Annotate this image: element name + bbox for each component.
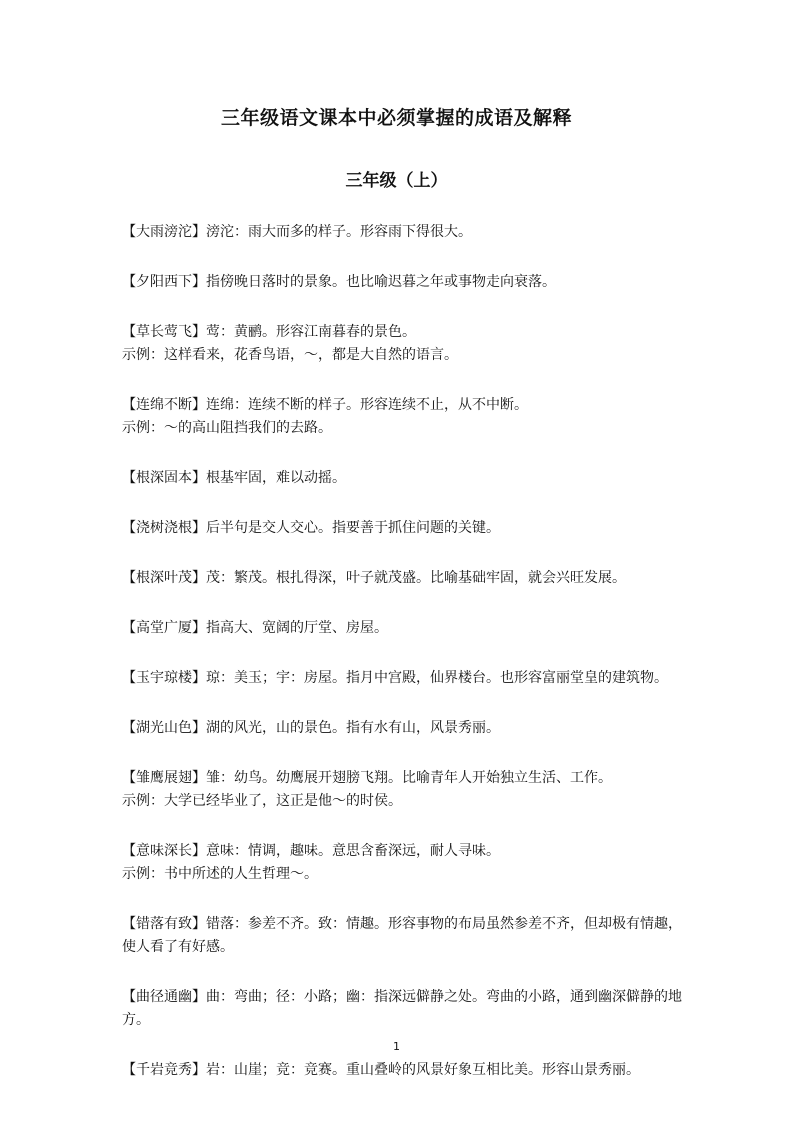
idiom-entry [122, 667, 682, 690]
idiom-definition: 意味：情调，趣味。意思含畜深远，耐人寻味。 [206, 843, 500, 859]
idiom-definition: 错落：参差不齐。致：情趣。形容事物的布局虽然参差不齐，但却极有情趣，使人看了有好感。 [122, 916, 682, 955]
document-title: 三年级语文课本中必须掌握的成语及解释 [220, 107, 572, 129]
idiom-example: 示例：大学已经毕业了，这正是他～的时侯。 [122, 793, 402, 809]
idiom-entry [122, 517, 682, 540]
idiom-definition: 连绵：连续不断的样子。形容连续不止，从不中断。 [206, 397, 528, 413]
idiom-definition: 岩：山崖；竞：竞赛。重山叠岭的风景好象互相比美。形容山景秀丽。 [206, 1062, 640, 1078]
idiom-definition: 曲：弯曲；径：小路；幽：指深远僻静之处。弯曲的小路，通到幽深僻静的地方。 [122, 989, 682, 1028]
page-number: 1 [393, 1040, 400, 1053]
idiom-term: 【千岩竞秀】 [122, 1062, 206, 1078]
idiom-definition: 莺：黄鹂。形容江南暮春的景色。 [206, 324, 416, 340]
idiom-term: 【曲径通幽】 [122, 989, 206, 1005]
idiom-definition: 滂沱：雨大而多的样子。形容雨下得很大。 [206, 224, 472, 240]
idiom-entry [122, 221, 682, 244]
idiom-entry [122, 467, 682, 490]
idiom-term: 【高堂广厦】 [122, 620, 206, 636]
idiom-term: 【大雨滂沱】 [122, 224, 206, 240]
idiom-term: 【连绵不断】 [122, 397, 206, 413]
idiom-entry [122, 717, 682, 740]
idiom-entry [122, 271, 682, 294]
idiom-example: 示例：书中所述的人生哲理～。 [122, 866, 318, 882]
idiom-definition: 指高大、宽阔的厅堂、房屋。 [206, 620, 388, 636]
idiom-term: 【雏鹰展翅】 [122, 770, 206, 786]
idiom-term: 【湖光山色】 [122, 720, 206, 736]
idiom-term: 【根深固本】 [122, 470, 206, 486]
idiom-term: 【错落有致】 [122, 916, 206, 932]
idiom-entry [122, 767, 682, 813]
section-subtitle: 三年级（上） [345, 171, 448, 191]
idiom-list [122, 221, 682, 1109]
idiom-definition: 后半句是交人交心。指要善于抓住问题的关键。 [206, 520, 500, 536]
idiom-term: 【玉宇琼楼】 [122, 670, 206, 686]
idiom-definition: 茂：繁茂。根扎得深，叶子就茂盛。比喻基础牢固，就会兴旺发展。 [206, 570, 626, 586]
idiom-term: 【意味深长】 [122, 843, 206, 859]
idiom-definition: 根基牢固，难以动摇。 [206, 470, 346, 486]
idiom-definition: 指傍晚日落时的景象。也比喻迟暮之年或事物走向衰落。 [206, 274, 556, 290]
idiom-term: 【草长莺飞】 [122, 324, 206, 340]
idiom-entry [122, 840, 682, 886]
idiom-definition: 雏：幼鸟。幼鹰展开翅膀飞翔。比喻青年人开始独立生活、工作。 [206, 770, 612, 786]
idiom-term: 【根深叶茂】 [122, 570, 206, 586]
idiom-definition: 琼：美玉；宇：房屋。指月中宫殿，仙界楼台。也形容富丽堂皇的建筑物。 [206, 670, 668, 686]
idiom-entry [122, 394, 682, 440]
idiom-term: 【浇树浇根】 [122, 520, 206, 536]
idiom-entry [122, 321, 682, 367]
idiom-entry [122, 567, 682, 590]
idiom-entry [122, 1059, 682, 1082]
idiom-definition: 湖的风光，山的景色。指有水有山，风景秀丽。 [206, 720, 500, 736]
idiom-entry [122, 986, 682, 1032]
idiom-entry [122, 617, 682, 640]
idiom-term: 【夕阳西下】 [122, 274, 206, 290]
idiom-example: 示例：这样看来，花香鸟语，～，都是大自然的语言。 [122, 347, 458, 363]
idiom-entry [122, 913, 682, 959]
idiom-example: 示例：～的高山阻挡我们的去路。 [122, 420, 332, 436]
